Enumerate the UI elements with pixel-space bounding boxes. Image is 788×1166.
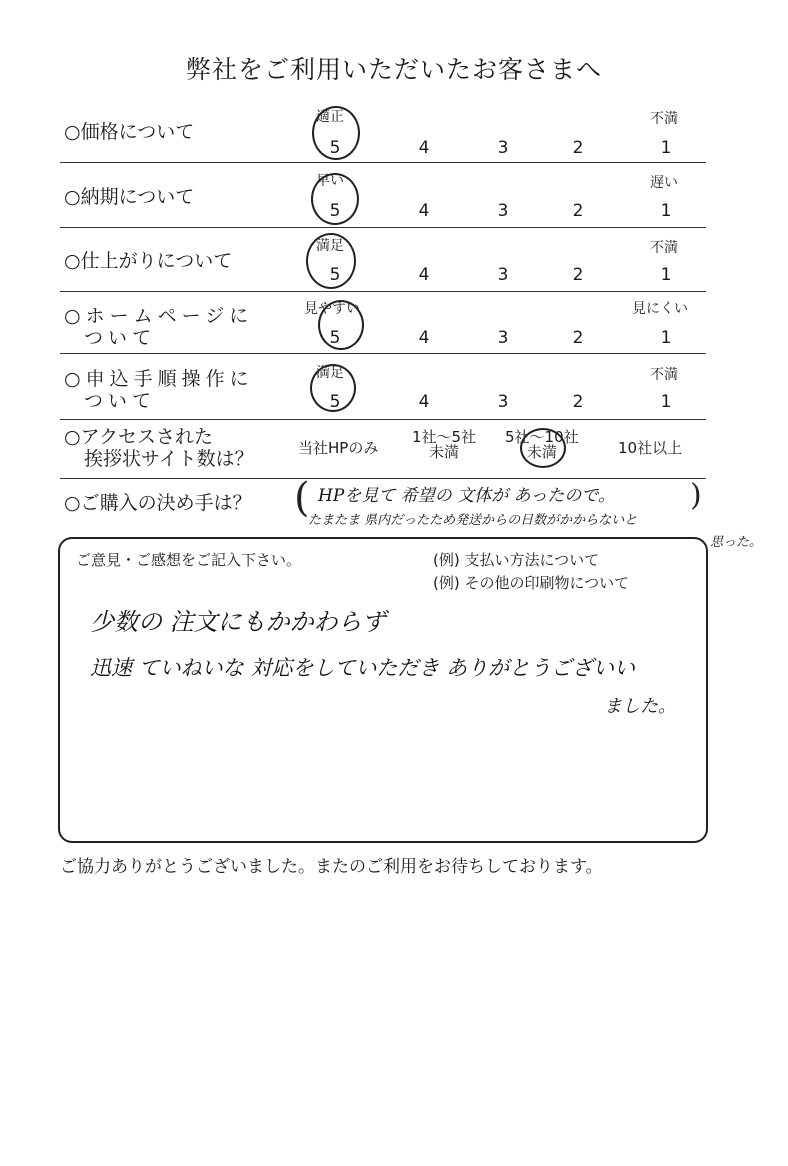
footer-thanks: ご協力ありがとうございました。またのご利用をお待ちしております。	[60, 857, 603, 877]
question-label-line1: ○申込手順操作に	[64, 368, 254, 390]
rating-option-5[interactable]: 5	[329, 328, 341, 348]
access-option-10-plus[interactable]	[618, 441, 682, 456]
option-line1: 10社以上	[618, 439, 683, 457]
rating-option-2[interactable]: 2	[572, 392, 584, 412]
scale-high-label: 早い	[316, 173, 344, 189]
question-label	[64, 368, 254, 412]
access-option-1-5[interactable]	[412, 430, 476, 460]
rating-option-3[interactable]: 3	[497, 265, 509, 285]
rating-option-5[interactable]: 5	[329, 265, 341, 285]
comments-example-2: (例) その他の印刷物について	[433, 574, 630, 592]
rating-option-2[interactable]: 2	[572, 201, 584, 221]
selected-circle-mark	[520, 428, 566, 468]
handwritten-answer-line1: HPを見て 希望の 文体が あったので。	[318, 486, 615, 506]
rating-option-1[interactable]: 1	[660, 392, 672, 412]
selected-circle-mark	[318, 300, 364, 350]
rating-option-2[interactable]: 2	[572, 265, 584, 285]
handwritten-answer-line3: 思った。	[710, 535, 763, 550]
rating-option-1[interactable]: 1	[660, 138, 672, 158]
scale-high-label: 満足	[316, 365, 344, 381]
rating-option-1[interactable]: 1	[660, 328, 672, 348]
rating-option-5[interactable]: 5	[329, 201, 341, 221]
selected-circle-mark	[311, 173, 359, 225]
rating-option-4[interactable]: 4	[418, 328, 430, 348]
question-label: ○ご購入の決め手は？	[64, 492, 252, 514]
rating-option-1[interactable]: 1	[660, 201, 672, 221]
open-paren-mark: (	[294, 475, 310, 521]
option-line1: 当社HPのみ	[298, 439, 379, 457]
selected-circle-mark	[310, 364, 356, 412]
access-option-hp-only[interactable]	[298, 441, 378, 456]
option-line2: 未満	[429, 443, 460, 461]
option-line2: 未満	[526, 443, 557, 461]
divider	[60, 227, 706, 228]
rating-option-2[interactable]: 2	[572, 328, 584, 348]
option-line1: 5社～10社	[505, 428, 579, 446]
handwritten-comment-line1: 少数の 注文にもかかわらず	[90, 608, 386, 636]
selected-circle-mark	[306, 233, 356, 289]
divider	[60, 419, 706, 420]
rating-option-4[interactable]: 4	[418, 201, 430, 221]
option-line1: 1社～5社	[412, 428, 477, 446]
question-label: ○仕上がりについて	[64, 250, 233, 272]
scale-high-label: 見やすい	[304, 301, 360, 317]
handwritten-comment-line3: ました。	[604, 696, 676, 717]
scale-low-label: 不満	[650, 111, 678, 127]
rating-option-3[interactable]: 3	[497, 138, 509, 158]
comments-example-1: (例) 支払い方法について	[433, 551, 600, 569]
question-label-line2: ついて	[84, 390, 157, 412]
divider	[60, 291, 706, 292]
divider	[60, 162, 706, 163]
rating-option-3[interactable]: 3	[497, 201, 509, 221]
comments-label: ご意見・ご感想をご記入下さい。	[76, 551, 302, 569]
question-label-line1: ○アクセスされた	[64, 426, 214, 448]
question-label: ○価格について	[64, 121, 195, 143]
rating-option-4[interactable]: 4	[418, 392, 430, 412]
question-label	[64, 305, 253, 349]
scale-low-label: 遅い	[650, 175, 678, 191]
rating-option-1[interactable]: 1	[660, 265, 672, 285]
selected-circle-mark	[312, 106, 360, 160]
scale-high-label: 満足	[316, 238, 344, 254]
scale-high-label: 適正	[316, 109, 344, 125]
handwritten-answer-line2: たまたま 県内だったため発送からの日数がかからないと	[308, 513, 638, 528]
handwritten-comment-line2: 迅速 ていねいな 対応をしていただき ありがとうございい	[90, 656, 636, 680]
rating-option-3[interactable]: 3	[497, 328, 509, 348]
rating-option-4[interactable]: 4	[418, 138, 430, 158]
question-label	[64, 426, 254, 470]
question-label: ○納期について	[64, 186, 195, 208]
question-label-line2: ついて	[84, 327, 157, 349]
scale-low-label: 不満	[650, 367, 678, 383]
scale-low-label: 見にくい	[632, 301, 688, 317]
scale-low-label: 不満	[650, 240, 678, 256]
page-title: 弊社をご利用いただいたお客さまへ	[185, 55, 602, 84]
rating-option-2[interactable]: 2	[572, 138, 584, 158]
divider	[60, 353, 706, 354]
rating-option-4[interactable]: 4	[418, 265, 430, 285]
question-label-line2: 挨拶状サイト数は？	[84, 448, 254, 470]
question-label-line1: ○ホームページに	[64, 305, 254, 327]
rating-option-5[interactable]: 5	[329, 138, 341, 158]
close-paren-mark: )	[690, 478, 702, 513]
rating-option-3[interactable]: 3	[497, 392, 509, 412]
rating-option-5[interactable]: 5	[329, 392, 341, 412]
divider	[60, 478, 706, 479]
